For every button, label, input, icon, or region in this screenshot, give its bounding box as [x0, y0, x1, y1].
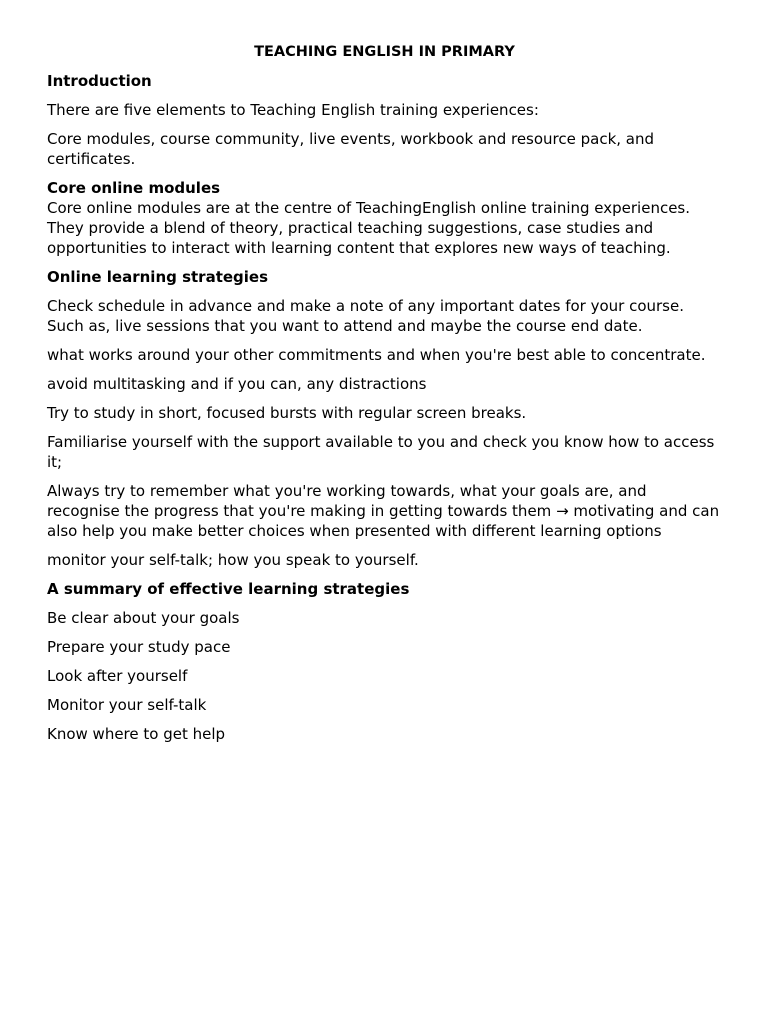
introduction-line: There are five elements to Teaching English training experiences:: [47, 101, 539, 119]
strategy-item: monitor your self-talk; how you speak to yourself.: [47, 551, 419, 569]
strategy-goals-text-continued: motivating and can also help you make better choices when presented with different learning options: [47, 502, 720, 540]
document-title: TEACHING ENGLISH IN PRIMARY: [254, 44, 515, 60]
core-modules-text: Core online modules are at the centre of TeachingEnglish online training experiences. They provide a blend of theory, practical teaching suggestions, case studies and opportunities to interact with learning content that explores new ways of teaching.: [47, 199, 691, 257]
strategy-item: Familiarise yourself with the support available to you and check you know how to access it;: [47, 433, 715, 471]
strategy-goals-text: Always try to remember what you're working towards, what your goals are, and recognise the progress that you're making in getting towards them: [47, 482, 647, 520]
summary-heading: A summary of effective learning strategies: [47, 580, 410, 598]
core-modules-heading: Core online modules: [47, 179, 221, 197]
summary-item: Monitor your self-talk: [47, 696, 207, 714]
summary-item: Be clear about your goals: [47, 609, 240, 627]
right-arrow-icon: →: [556, 502, 569, 520]
summary-item: Know where to get help: [47, 725, 226, 743]
summary-item: Look after yourself: [47, 667, 188, 685]
strategy-item: what works around your other commitments and when you're best able to concentrate.: [47, 346, 706, 364]
introduction-heading: Introduction: [47, 72, 152, 90]
strategy-item: Check schedule in advance and make a note of any important dates for your course. Such as, live sessions that you want to attend and maybe the course end date.: [47, 297, 684, 335]
introduction-line: Core modules, course community, live events, workbook and resource pack, and certificates.: [47, 130, 655, 168]
summary-item: Prepare your study pace: [47, 638, 231, 656]
strategy-goals-item: [47, 481, 722, 541]
strategies-heading: Online learning strategies: [47, 268, 269, 286]
strategy-item: Try to study in short, focused bursts with regular screen breaks.: [47, 404, 527, 422]
strategy-item: avoid multitasking and if you can, any distractions: [47, 375, 427, 393]
